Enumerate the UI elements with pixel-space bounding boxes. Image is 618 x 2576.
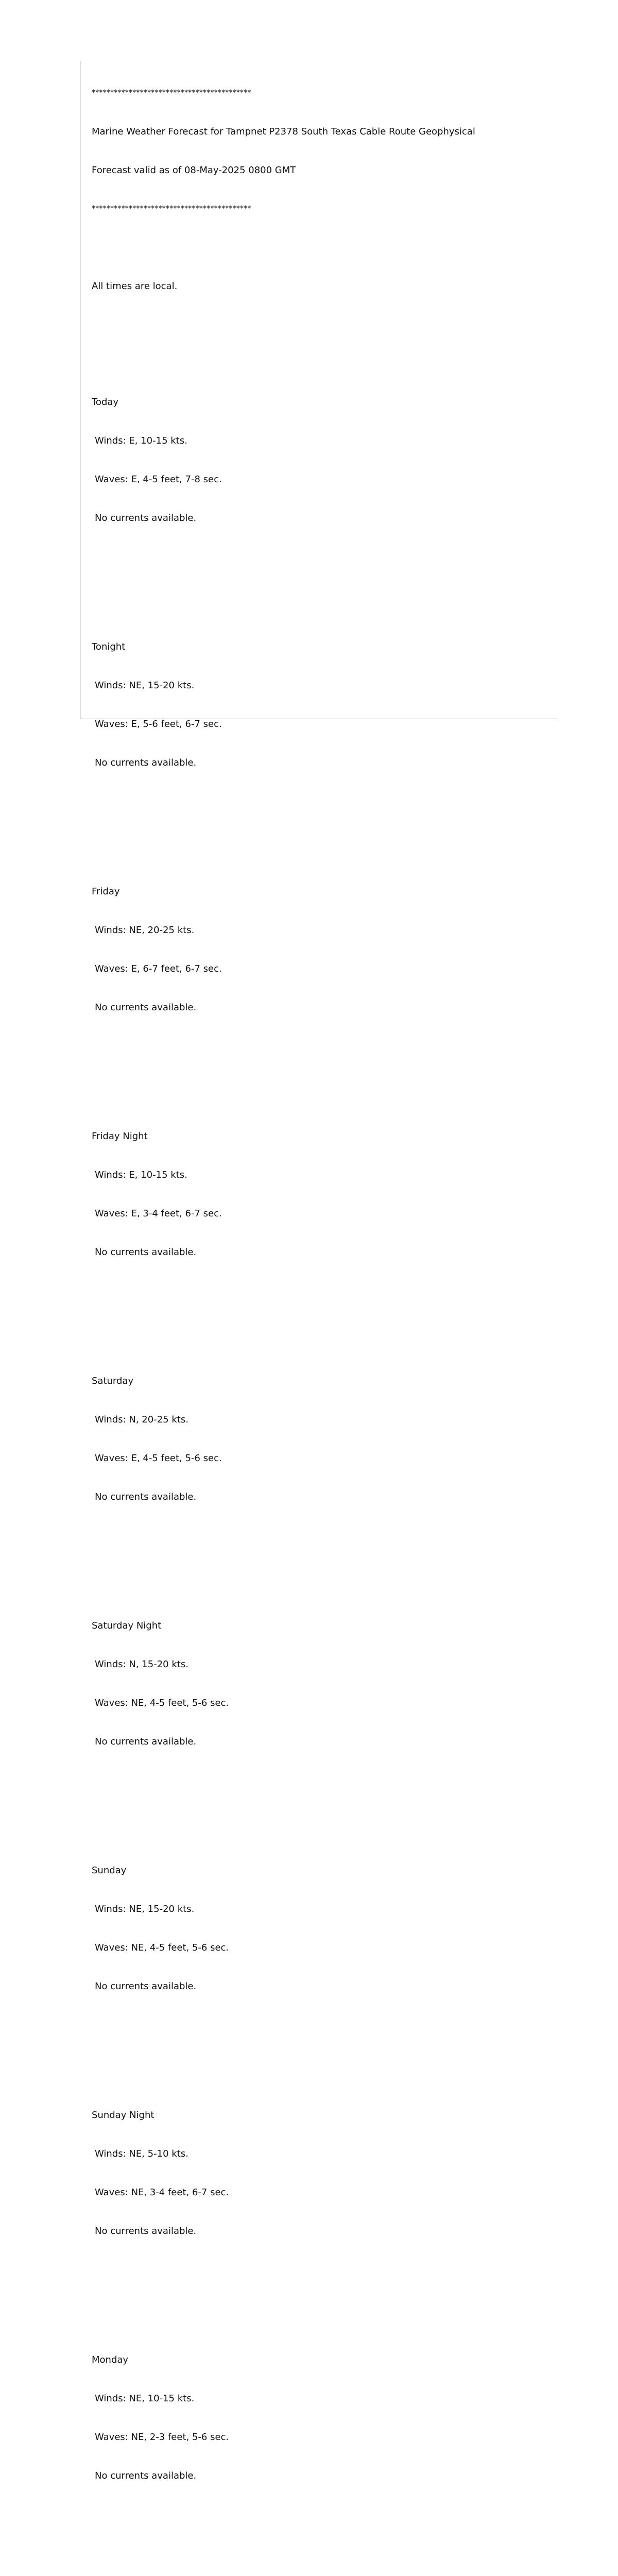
period-name: Saturday Night: [92, 1620, 162, 1631]
spacer: [92, 1774, 555, 1787]
period-currents: No currents available.: [95, 1247, 197, 1258]
period-winds: Winds: NE, 15-20 kts.: [95, 1904, 195, 1914]
spacer: [92, 1284, 555, 1297]
spacer: [92, 2263, 555, 2276]
period-winds: Winds: NE, 15-20 kts.: [95, 680, 195, 691]
period-winds: Winds: NE, 10-15 kts.: [95, 2393, 195, 2404]
forecast-period: [92, 615, 555, 834]
header-stars-bottom: *******************************************: [92, 205, 251, 213]
period-winds: Winds: NE, 5-10 kts.: [95, 2148, 188, 2159]
spacer: [92, 2019, 555, 2031]
forecast-period: [92, 1838, 555, 2057]
period-currents: No currents available.: [95, 1492, 197, 1502]
spacer: [92, 2508, 555, 2521]
forecast-period: [92, 1104, 555, 1323]
period-currents: No currents available.: [95, 1736, 197, 1747]
period-currents: No currents available.: [95, 2226, 197, 2236]
forecast-text: [92, 61, 555, 2576]
forecast-period: [92, 2083, 555, 2302]
forecast-valid-time: Forecast valid as of 08-May-2025 0800 GMT: [92, 165, 296, 176]
forecast-period: [92, 2572, 555, 2576]
forecast-period: [92, 1349, 555, 1568]
period-currents: No currents available.: [95, 1002, 197, 1013]
spacer: [92, 795, 555, 808]
period-name: Friday: [92, 886, 120, 897]
period-winds: Winds: N, 20-25 kts.: [95, 1414, 188, 1425]
period-name: Sunday Night: [92, 2110, 154, 2121]
period-winds: Winds: E, 10-15 kts.: [95, 1170, 187, 1180]
spacer: [92, 241, 555, 254]
times-note: All times are local.: [92, 281, 178, 292]
spacer: [92, 1040, 555, 1053]
spacer: [92, 318, 555, 331]
period-waves: Waves: NE, 4-5 feet, 5-6 sec.: [95, 1698, 229, 1708]
period-currents: No currents available.: [95, 2470, 197, 2481]
period-winds: Winds: NE, 20-25 kts.: [95, 925, 195, 936]
spacer: [92, 550, 555, 563]
period-name: Saturday: [92, 1376, 134, 1386]
period-name: Tonight: [92, 641, 126, 652]
period-currents: No currents available.: [95, 513, 197, 523]
period-waves: Waves: NE, 3-4 feet, 6-7 sec.: [95, 2187, 229, 2198]
period-currents: No currents available.: [95, 1981, 197, 1992]
period-name: Friday Night: [92, 1131, 148, 1142]
forecast-period: [92, 859, 555, 1078]
period-waves: Waves: E, 4-5 feet, 7-8 sec.: [95, 474, 222, 485]
spacer: [92, 1529, 555, 1542]
period-currents: No currents available.: [95, 757, 197, 768]
header-stars-top: *******************************************: [92, 89, 251, 97]
period-name: Sunday: [92, 1865, 127, 1876]
period-winds: Winds: E, 10-15 kts.: [95, 435, 187, 446]
period-waves: Waves: NE, 4-5 feet, 5-6 sec.: [95, 1942, 229, 1953]
period-winds: Winds: N, 15-20 kts.: [95, 1659, 188, 1670]
period-waves: Waves: E, 5-6 feet, 6-7 sec.: [95, 719, 222, 730]
forecast-period: [92, 1594, 555, 1812]
period-waves: Waves: NE, 2-3 feet, 5-6 sec.: [95, 2432, 229, 2443]
period-waves: Waves: E, 6-7 feet, 6-7 sec.: [95, 963, 222, 974]
forecast-title: Marine Weather Forecast for Tampnet P2378 South Texas Cable Route Geophysical: [92, 126, 475, 137]
period-name: Today: [92, 397, 119, 408]
period-waves: Waves: E, 4-5 feet, 5-6 sec.: [95, 1453, 222, 1464]
period-waves: Waves: E, 3-4 feet, 6-7 sec.: [95, 1208, 222, 1219]
period-name: Monday: [92, 2354, 129, 2365]
forecast-period: [92, 370, 555, 589]
forecast-period: [92, 2328, 555, 2547]
